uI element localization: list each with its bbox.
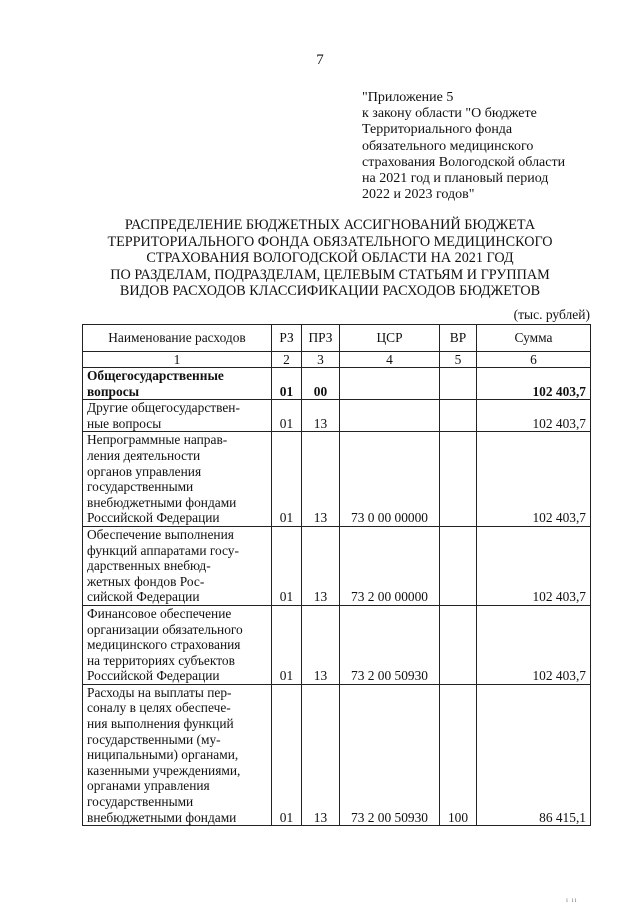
annex-reference <box>362 90 622 203</box>
table-row <box>83 400 591 432</box>
rz-cell: 01 <box>272 400 302 432</box>
expense-name-line: государственными <box>87 794 194 810</box>
vr-cell: 100 <box>440 684 477 825</box>
header-sum: Сумма <box>477 325 591 352</box>
table-row <box>83 432 591 527</box>
sum-cell: 102 403,7 <box>477 605 591 684</box>
expense-name-line: Общегосударственные <box>87 368 224 383</box>
heading-line: СТРАХОВАНИЯ ВОЛОГОДСКОЙ ОБЛАСТИ НА 2021 ГОД <box>146 250 514 267</box>
sum-cell: 102 403,7 <box>477 368 591 400</box>
expense-name-line: организации обязательного <box>87 621 243 637</box>
expense-name-line: органами управления <box>87 778 210 794</box>
annex-line: к закону области "О бюджете <box>362 106 537 122</box>
header-vr: ВР <box>440 325 477 352</box>
vr-cell <box>440 605 477 684</box>
table-row <box>83 526 591 605</box>
header-prz: ПРЗ <box>302 325 340 352</box>
expense-name-line: государственными <box>87 479 194 495</box>
table-row <box>83 684 591 825</box>
rz-cell: 01 <box>272 368 302 400</box>
prz-cell: 13 <box>302 400 340 432</box>
rz-cell: 01 <box>272 684 302 825</box>
sum-cell: 86 415,1 <box>477 684 591 825</box>
scan-corner-mark: ı ıı <box>566 896 578 904</box>
expense-name-line: Обеспечение выполнения <box>87 526 234 542</box>
budget-table <box>82 324 591 826</box>
table-header-row <box>83 325 591 352</box>
column-number: 4 <box>340 352 440 368</box>
heading-line: ТЕРРИТОРИАЛЬНОГО ФОНДА ОБЯЗАТЕЛЬНОГО МЕДИЦИНСКОГО <box>107 233 553 250</box>
annex-line: страхования Вологодской области <box>362 154 566 170</box>
column-number: 3 <box>302 352 340 368</box>
prz-cell: 13 <box>302 432 340 527</box>
sum-cell: 102 403,7 <box>477 400 591 432</box>
vr-cell <box>440 526 477 605</box>
rz-cell: 01 <box>272 605 302 684</box>
column-number: 6 <box>477 352 591 368</box>
prz-cell: 13 <box>302 605 340 684</box>
vr-cell <box>440 400 477 432</box>
annex-line: 2022 и 2023 годов" <box>362 187 475 203</box>
expense-name-line: ные вопросы <box>87 415 162 431</box>
expense-name-line: ления деятельности <box>87 447 201 463</box>
heading-line: ВИДОВ РАСХОДОВ КЛАССИФИКАЦИИ РАСХОДОВ БЮДЖЕТОВ <box>119 283 541 300</box>
csr-cell: 73 2 00 50930 <box>340 684 440 825</box>
expense-name-line: жетных фондов Рос- <box>87 573 205 589</box>
heading-line: ПО РАЗДЕЛАМ, ПОДРАЗДЕЛАМ, ЦЕЛЕВЫМ СТАТЬЯМ И ГРУППАМ <box>110 266 550 283</box>
annex-line: на 2021 год и плановый период <box>362 171 549 187</box>
header-rz: РЗ <box>272 325 302 352</box>
column-number: 5 <box>440 352 477 368</box>
expense-name <box>83 368 272 400</box>
expense-name-line: функций аппаратами госу- <box>87 542 239 558</box>
prz-cell: 00 <box>302 368 340 400</box>
expense-name <box>83 684 272 825</box>
expense-name-line: соналу в целях обеспече- <box>87 700 231 716</box>
vr-cell <box>440 368 477 400</box>
expense-name-line: ниципальными) органами, <box>87 747 239 763</box>
expense-name-line: Непрограммные направ- <box>87 432 228 448</box>
column-number: 2 <box>272 352 302 368</box>
csr-cell <box>340 368 440 400</box>
rz-cell: 01 <box>272 526 302 605</box>
expense-name-line: вопросы <box>87 383 140 399</box>
prz-cell: 13 <box>302 526 340 605</box>
expense-name <box>83 432 272 527</box>
heading-line: РАСПРЕДЕЛЕНИЕ БЮДЖЕТНЫХ АССИГНОВАНИЙ БЮДЖЕТА <box>124 217 536 233</box>
page-number: 7 <box>316 52 324 68</box>
table-row <box>83 368 591 400</box>
expense-name <box>83 605 272 684</box>
expense-name-line: медицинского страхования <box>87 637 241 653</box>
csr-cell: 73 0 00 00000 <box>340 432 440 527</box>
expense-name-line: органов управления <box>87 463 202 479</box>
units-note: (тыс. рублей) <box>513 307 590 322</box>
sum-cell: 102 403,7 <box>477 432 591 527</box>
document-heading <box>60 217 600 300</box>
table-row <box>83 605 591 684</box>
annex-line: обязательного медицинского <box>362 138 534 154</box>
header-name: Наименование расходов <box>83 325 272 352</box>
column-numbers-row <box>83 352 591 368</box>
prz-cell: 13 <box>302 684 340 825</box>
vr-cell <box>440 432 477 527</box>
header-csr: ЦСР <box>340 325 440 352</box>
expense-name-line: внебюджетными фондами <box>87 494 237 510</box>
column-number: 1 <box>83 352 272 368</box>
expense-name-line: сийской Федерации <box>87 589 200 605</box>
expense-name-line: Расходы на выплаты пер- <box>87 684 232 700</box>
expense-name-line: казенными учреждениями, <box>87 762 241 778</box>
expense-name <box>83 526 272 605</box>
expense-name-line: внебюджетными фондами <box>87 809 237 825</box>
csr-cell: 73 2 00 50930 <box>340 605 440 684</box>
csr-cell: 73 2 00 00000 <box>340 526 440 605</box>
expense-name-line: Российской Федерации <box>87 510 220 526</box>
sum-cell: 102 403,7 <box>477 526 591 605</box>
annex-line: "Приложение 5 <box>362 90 454 105</box>
annex-line: Территориального фонда <box>362 122 513 138</box>
expense-name <box>83 400 272 432</box>
expense-name-line: ния выполнения функций <box>87 716 234 732</box>
expense-name-line: Другие общегосударствен- <box>87 400 240 416</box>
csr-cell <box>340 400 440 432</box>
expense-name-line: государственными (му- <box>87 731 221 747</box>
expense-name-line: дарственных внебюд- <box>87 558 211 574</box>
rz-cell: 01 <box>272 432 302 527</box>
expense-name-line: Финансовое обеспечение <box>87 605 232 621</box>
expense-name-line: на территориях субъектов <box>87 652 235 668</box>
expense-name-line: Российской Федерации <box>87 668 220 684</box>
